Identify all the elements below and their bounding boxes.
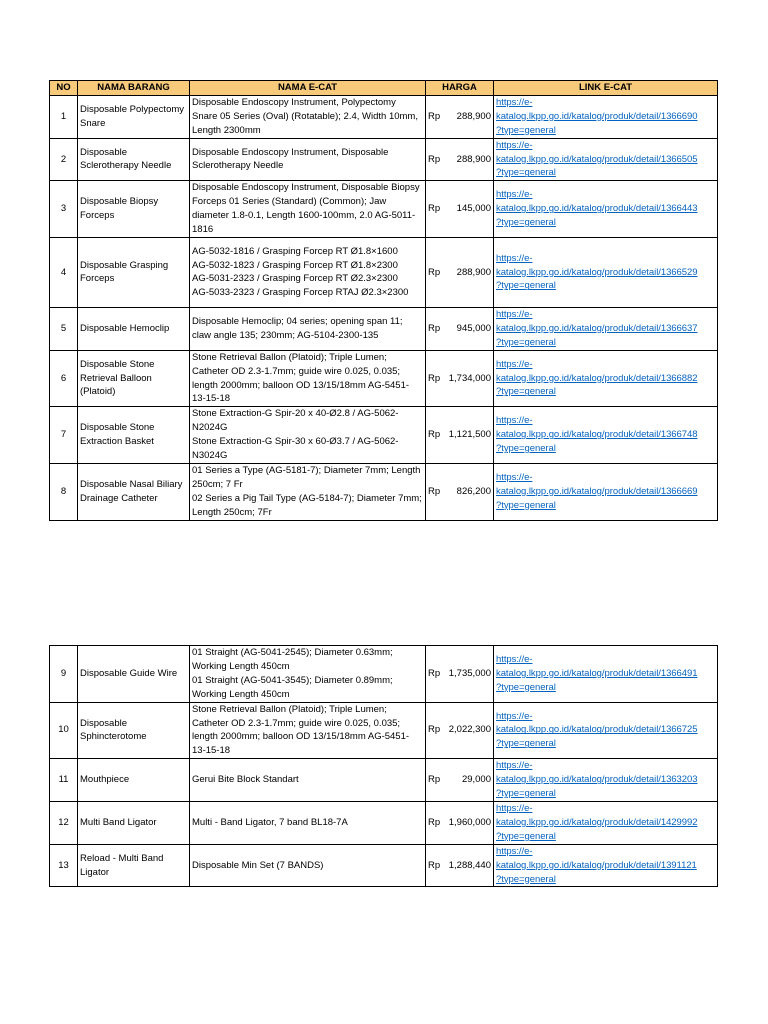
cell-harga — [426, 646, 494, 703]
ecat-link-line[interactable]: katalog.lkpp.go.id/katalog/produk/detail/1366529 — [496, 266, 698, 278]
header-nama-barang: NAMA BARANG — [78, 81, 190, 96]
price-amount: 2,022,300 — [448, 724, 491, 736]
price-amount: 1,121,500 — [448, 429, 491, 441]
cell-no: 11 — [50, 759, 78, 802]
cell-no: 8 — [50, 463, 78, 520]
ecat-line: Working Length 450cm — [192, 660, 290, 672]
cell-harga — [426, 307, 494, 350]
ecat-line: Disposable Endoscopy Instrument, Disposable — [192, 146, 389, 158]
cell-no: 7 — [50, 407, 78, 464]
ecat-link-line[interactable]: katalog.lkpp.go.id/katalog/produk/detail/1366882 — [496, 372, 698, 384]
cell-nama-barang: Disposable Sphincterotome — [78, 702, 190, 759]
price-amount: 288,900 — [456, 266, 491, 278]
header-no: NO — [50, 81, 78, 96]
ecat-line: 1816 — [192, 224, 214, 236]
ecat-link[interactable] — [494, 463, 718, 520]
cell-nama-barang: Multi Band Ligator — [78, 801, 190, 844]
ecat-link-line[interactable]: ?type=general — [496, 167, 556, 179]
cell-no: 13 — [50, 844, 78, 887]
ecat-link-line[interactable]: katalog.lkpp.go.id/katalog/produk/detail/1366505 — [496, 153, 698, 165]
cell-nama-ecat — [190, 138, 426, 181]
table-row — [50, 181, 718, 238]
ecat-line: 250cm; 7 Fr — [192, 478, 243, 490]
ecat-line: Stone Extraction-G Spir-30 x 60-Ø3.7 / AG-5062- — [192, 436, 399, 448]
price-amount: 1,960,000 — [448, 816, 491, 828]
ecat-link-line[interactable]: katalog.lkpp.go.id/katalog/produk/detail/1363203 — [496, 774, 698, 786]
ecat-link-line[interactable]: https://e- — [496, 139, 533, 151]
header-link-ecat: LINK E-CAT — [494, 81, 718, 96]
ecat-line: AG-5032-1823 / Grasping Forcep RT Ø1.8×2300 — [192, 259, 398, 271]
ecat-line: AG-5031-2323 / Grasping Forcep RT Ø2.3×2300 — [192, 273, 398, 285]
table-row — [50, 844, 718, 887]
price-amount: 288,900 — [456, 153, 491, 165]
ecat-link-line[interactable]: katalog.lkpp.go.id/katalog/produk/detail/1429992 — [496, 816, 698, 828]
currency-label: Rp — [428, 816, 441, 828]
ecat-link-line[interactable]: https://e- — [496, 308, 533, 320]
cell-harga — [426, 407, 494, 464]
ecat-line: Disposable Min Set (7 BANDS) — [192, 859, 324, 871]
cell-no: 4 — [50, 237, 78, 307]
table-row — [50, 801, 718, 844]
cell-no: 6 — [50, 350, 78, 407]
ecat-line: Length 250cm; 7Fr — [192, 506, 272, 518]
cell-nama-barang: Mouthpiece — [78, 759, 190, 802]
ecat-link-line[interactable]: ?type=general — [496, 830, 556, 842]
price-amount: 1,734,000 — [448, 372, 491, 384]
ecat-link-line[interactable]: https://e- — [496, 358, 533, 370]
cell-nama-ecat — [190, 702, 426, 759]
price-table-1 — [49, 80, 718, 521]
ecat-line: Working Length 450cm — [192, 688, 290, 700]
ecat-link[interactable] — [494, 307, 718, 350]
cell-nama-barang: Disposable Grasping Forceps — [78, 237, 190, 307]
cell-nama-ecat — [190, 350, 426, 407]
cell-harga — [426, 138, 494, 181]
ecat-link-line[interactable]: ?type=general — [496, 738, 556, 750]
table-row — [50, 463, 718, 520]
ecat-line: diameter 1.8-0.1, Length 1600-100mm, 2.0 AG-5011- — [192, 210, 416, 222]
ecat-link-line[interactable]: https://e- — [496, 802, 533, 814]
ecat-line: Multi - Band Ligator, 7 band BL18-7A — [192, 816, 348, 828]
ecat-link-line[interactable]: ?type=general — [496, 280, 556, 292]
cell-nama-barang: Disposable Polypectomy Snare — [78, 95, 190, 138]
ecat-link-line[interactable]: katalog.lkpp.go.id/katalog/produk/detail/1366637 — [496, 322, 698, 334]
ecat-link-line[interactable]: https://e- — [496, 845, 533, 857]
currency-label: Rp — [428, 153, 441, 165]
ecat-link[interactable] — [494, 181, 718, 238]
ecat-link[interactable] — [494, 95, 718, 138]
ecat-line: Disposable Hemoclip; 04 series; opening span 11; — [192, 315, 403, 327]
table-row — [50, 138, 718, 181]
ecat-link-line[interactable]: https://e- — [496, 415, 533, 427]
cell-nama-ecat — [190, 181, 426, 238]
ecat-line: Gerui Bite Block Standart — [192, 774, 299, 786]
ecat-link-line[interactable]: ?type=general — [496, 873, 556, 885]
table-body-1 — [50, 95, 718, 520]
ecat-link[interactable] — [494, 646, 718, 703]
cell-nama-ecat — [190, 646, 426, 703]
ecat-link-line[interactable]: ?type=general — [496, 124, 556, 136]
ecat-link-line[interactable]: katalog.lkpp.go.id/katalog/produk/detail/1366748 — [496, 429, 698, 441]
ecat-line: N3024G — [192, 450, 228, 462]
currency-label: Rp — [428, 485, 441, 497]
ecat-link-line[interactable]: https://e- — [496, 252, 533, 264]
ecat-line: 01 Straight (AG-5041-3545); Diameter 0.89mm; — [192, 674, 393, 686]
cell-nama-ecat — [190, 95, 426, 138]
currency-label: Rp — [428, 429, 441, 441]
ecat-line: Stone Extraction-G Spir-20 x 40-Ø2.8 / AG-5062- — [192, 408, 399, 420]
price-amount: 29,000 — [461, 774, 491, 786]
ecat-link[interactable] — [494, 801, 718, 844]
ecat-line: 13-15-18 — [192, 393, 231, 405]
cell-nama-ecat — [190, 307, 426, 350]
price-amount: 288,900 — [456, 110, 491, 122]
table-row — [50, 759, 718, 802]
ecat-line: AG-5033-2323 / Grasping Forcep RTAJ Ø2.3×2300 — [192, 287, 409, 299]
cell-harga — [426, 181, 494, 238]
currency-label: Rp — [428, 667, 441, 679]
ecat-link[interactable] — [494, 407, 718, 464]
ecat-link-line[interactable]: ?type=general — [496, 386, 556, 398]
ecat-link[interactable] — [494, 759, 718, 802]
cell-nama-barang: Reload - Multi Band Ligator — [78, 844, 190, 887]
ecat-line: Forceps 01 Series (Standard) (Common); Jaw — [192, 196, 387, 208]
cell-nama-ecat — [190, 407, 426, 464]
ecat-link-line[interactable]: katalog.lkpp.go.id/katalog/produk/detail/1366690 — [496, 110, 698, 122]
ecat-line: Catheter OD 2.3-1.7mm; guide wire 0.025, 0.035; — [192, 717, 401, 729]
table-row — [50, 646, 718, 703]
cell-nama-barang: Disposable Nasal Biliary Drainage Catheter — [78, 463, 190, 520]
cell-nama-ecat — [190, 237, 426, 307]
currency-label: Rp — [428, 859, 441, 871]
cell-harga — [426, 801, 494, 844]
ecat-link-line[interactable]: ?type=general — [496, 336, 556, 348]
table-row — [50, 350, 718, 407]
ecat-line: Snare 05 Series (Oval) (Rotatable); 2.4, Width 10mm, — [192, 110, 418, 122]
cell-no: 2 — [50, 138, 78, 181]
currency-label: Rp — [428, 372, 441, 384]
cell-harga — [426, 463, 494, 520]
ecat-link[interactable] — [494, 702, 718, 759]
cell-nama-barang: Disposable Sclerotherapy Needle — [78, 138, 190, 181]
ecat-link-line[interactable]: https://e- — [496, 710, 533, 722]
ecat-link-line[interactable]: https://e- — [496, 189, 533, 201]
ecat-link[interactable] — [494, 138, 718, 181]
currency-label: Rp — [428, 322, 441, 334]
ecat-link-line[interactable]: ?type=general — [496, 443, 556, 455]
ecat-link-line[interactable]: https://e- — [496, 471, 533, 483]
header-row — [50, 81, 718, 96]
ecat-line: Length 2300mm — [192, 124, 261, 136]
currency-label: Rp — [428, 774, 441, 786]
ecat-line: Sclerotherapy Needle — [192, 160, 284, 172]
cell-nama-ecat — [190, 463, 426, 520]
cell-harga — [426, 237, 494, 307]
ecat-link-line[interactable]: https://e- — [496, 96, 533, 108]
cell-nama-barang: Disposable Guide Wire — [78, 646, 190, 703]
ecat-line: N2024G — [192, 422, 228, 434]
ecat-line: length 2000mm; balloon OD 13/15/18mm AG-5451- — [192, 731, 410, 743]
table-body-2 — [50, 646, 718, 887]
cell-harga — [426, 844, 494, 887]
cell-no: 3 — [50, 181, 78, 238]
cell-no: 5 — [50, 307, 78, 350]
cell-harga — [426, 702, 494, 759]
table-row — [50, 702, 718, 759]
ecat-line: 13-15-18 — [192, 745, 231, 757]
ecat-link-line[interactable]: ?type=general — [496, 681, 556, 693]
ecat-link-line[interactable]: ?type=general — [496, 499, 556, 511]
ecat-link[interactable] — [494, 237, 718, 307]
price-table-2 — [49, 645, 718, 887]
ecat-link[interactable] — [494, 844, 718, 887]
ecat-line: claw angle 135; 230mm; AG-5104-2300-135 — [192, 329, 379, 341]
ecat-link-line[interactable]: https://e- — [496, 653, 533, 665]
currency-label: Rp — [428, 110, 441, 122]
cell-nama-barang: Disposable Stone Extraction Basket — [78, 407, 190, 464]
cell-no: 12 — [50, 801, 78, 844]
cell-no: 10 — [50, 702, 78, 759]
cell-nama-barang: Disposable Hemoclip — [78, 307, 190, 350]
price-amount: 826,200 — [456, 485, 491, 497]
price-amount: 145,000 — [456, 203, 491, 215]
price-amount: 1,288,440 — [448, 859, 491, 871]
ecat-line: 02 Series a Pig Tail Type (AG-5184-7); Diameter 7mm; — [192, 492, 422, 504]
ecat-link-line[interactable]: katalog.lkpp.go.id/katalog/produk/detail/1366491 — [496, 667, 698, 679]
header-harga: HARGA — [426, 81, 494, 96]
header-nama-ecat: NAMA E-CAT — [190, 81, 426, 96]
ecat-line: Disposable Endoscopy Instrument, Disposable Biopsy — [192, 182, 420, 194]
ecat-link-line[interactable]: ?type=general — [496, 788, 556, 800]
currency-label: Rp — [428, 724, 441, 736]
ecat-link-line[interactable]: katalog.lkpp.go.id/katalog/produk/detail/1366669 — [496, 485, 698, 497]
currency-label: Rp — [428, 203, 441, 215]
currency-label: Rp — [428, 266, 441, 278]
price-amount: 945,000 — [456, 322, 491, 334]
ecat-line: Stone Retrieval Ballon (Platoid); Triple Lumen; — [192, 351, 387, 363]
ecat-line: AG-5032-1816 / Grasping Forcep RT Ø1.8×1600 — [192, 245, 398, 257]
ecat-line: 01 Series a Type (AG-5181-7); Diameter 7mm; Length — [192, 464, 421, 476]
price-amount: 1,735,000 — [448, 667, 491, 679]
cell-nama-barang: Disposable Biopsy Forceps — [78, 181, 190, 238]
cell-nama-barang: Disposable Stone Retrieval Balloon (Platoid) — [78, 350, 190, 407]
ecat-line: 01 Straight (AG-5041-2545); Diameter 0.63mm; — [192, 647, 393, 658]
cell-nama-ecat — [190, 801, 426, 844]
cell-nama-ecat — [190, 844, 426, 887]
ecat-link-line[interactable]: https://e- — [496, 760, 533, 772]
ecat-line: Stone Retrieval Ballon (Platoid); Triple Lumen; — [192, 703, 387, 715]
cell-harga — [426, 350, 494, 407]
cell-nama-ecat — [190, 759, 426, 802]
table-row — [50, 407, 718, 464]
cell-harga — [426, 759, 494, 802]
ecat-link-line[interactable]: katalog.lkpp.go.id/katalog/produk/detail/1366443 — [496, 203, 698, 215]
ecat-line: length 2000mm; balloon OD 13/15/18mm AG-5451- — [192, 379, 410, 391]
ecat-link-line[interactable]: katalog.lkpp.go.id/katalog/produk/detail/1366725 — [496, 724, 698, 736]
cell-harga — [426, 95, 494, 138]
ecat-line: Disposable Endoscopy Instrument, Polypectomy — [192, 96, 396, 108]
table-row — [50, 95, 718, 138]
cell-no: 1 — [50, 95, 78, 138]
table-row — [50, 237, 718, 307]
ecat-line: Catheter OD 2.3-1.7mm; guide wire 0.025, 0.035; — [192, 365, 401, 377]
table-row — [50, 307, 718, 350]
ecat-link-line[interactable]: ?type=general — [496, 217, 556, 229]
ecat-link[interactable] — [494, 350, 718, 407]
cell-no: 9 — [50, 646, 78, 703]
ecat-link-line[interactable]: katalog.lkpp.go.id/katalog/produk/detail/1391121 — [496, 859, 697, 871]
